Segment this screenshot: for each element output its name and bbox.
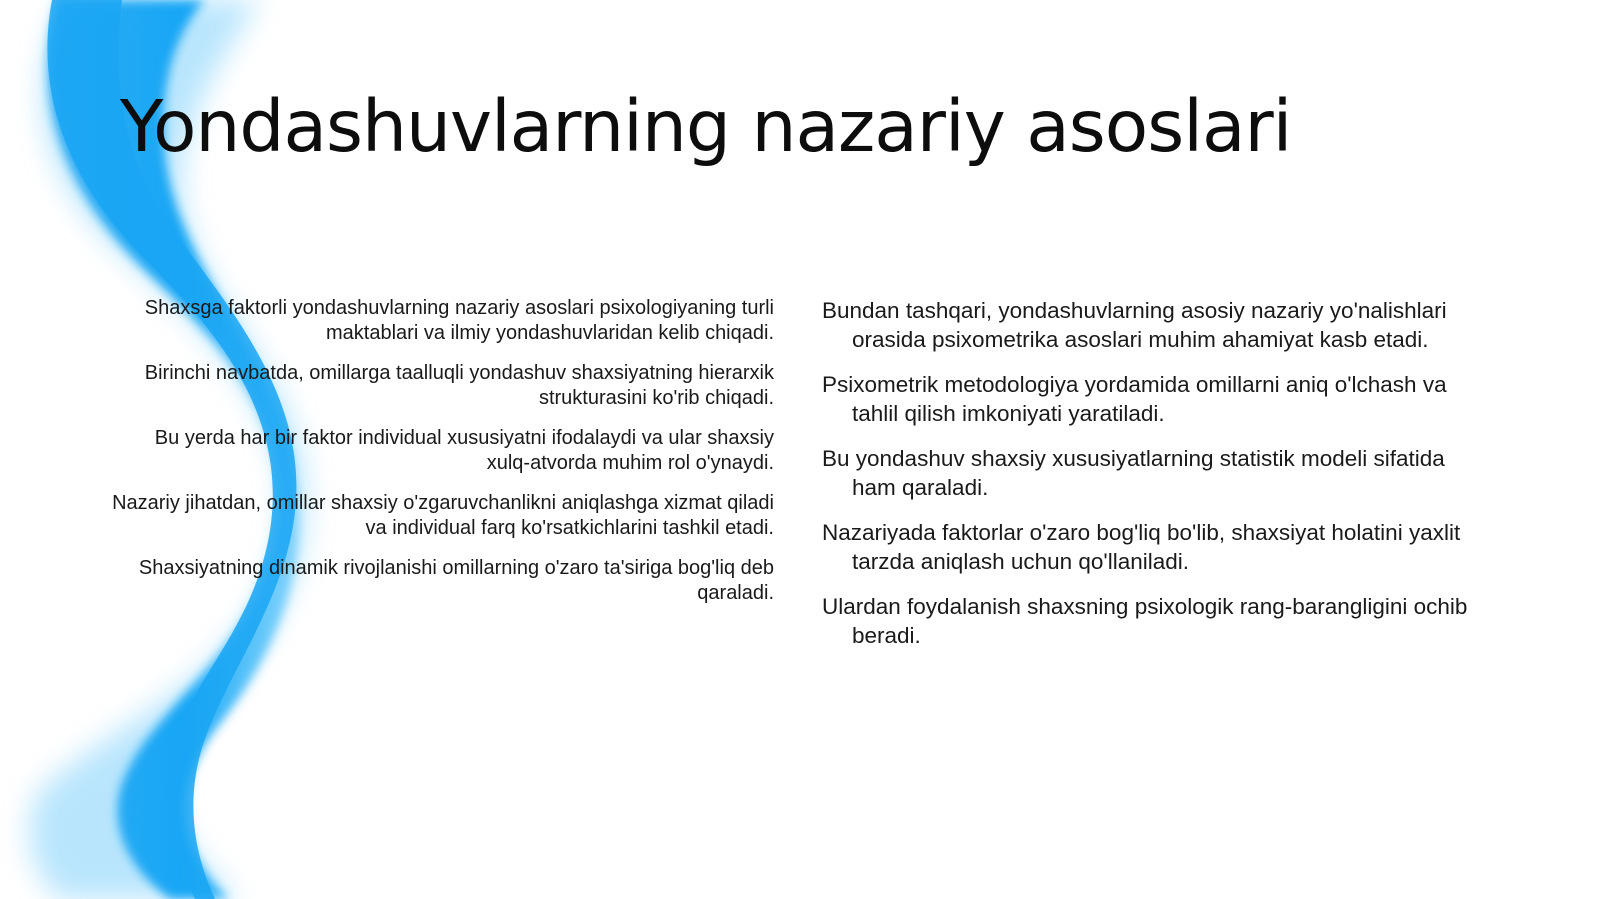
right-paragraph-1: Bundan tashqari, yondashuvlarning asosiy nazariy yo'nalishlari orasida psixometrika asoslari muhim ahamiyat kasb etadi. [822, 298, 1447, 352]
right-paragraph-4: Nazariyada faktorlar o'zaro bog'liq bo'lib, shaxsiyat holatini yaxlit tarzda aniqlash uchun qo'llaniladi. [822, 520, 1461, 574]
left-paragraph-5: Shaxsiyatning dinamik rivojlanishi omillarning o'zaro ta'siriga bog'liq deb qaraladi. [138, 557, 774, 604]
right-paragraph-5: Ulardan foydalanish shaxsning psixologik rang-barangligini ochib beradi. [822, 594, 1468, 648]
left-text-column [110, 296, 774, 621]
left-paragraph-1: Shaxsga faktorli yondashuvlarning nazariy asoslari psixologiyaning turli maktablari va ilmiy yondashuvlaridan kelib chiqadi. [144, 297, 774, 344]
right-paragraph-3: Bu yondashuv shaxsiy xususiyatlarning statistik modeli sifatida ham qaraladi. [822, 446, 1445, 500]
right-text-column [822, 296, 1482, 666]
slide-title: Yondashuvlarning nazariy asoslari [120, 85, 1292, 168]
left-paragraph-2: Birinchi navbatda, omillarga taalluqli yondashuv shaxsiyatning hierarxik strukturasini ko'rib chiqadi. [144, 362, 774, 409]
right-paragraph-2: Psixometrik metodologiya yordamida omillarni aniq o'lchash va tahlil qilish imkoniyati yaratiladi. [822, 372, 1447, 426]
left-paragraph-4: Nazariy jihatdan, omillar shaxsiy o'zgaruvchanlikni aniqlashga xizmat qiladi va individual farq ko'rsatkichlarini tashkil etadi. [112, 492, 774, 539]
left-paragraph-3: Bu yerda har bir faktor individual xususiyatni ifodalaydi va ular shaxsiy xulq-atvorda muhim rol o'ynaydi. [154, 427, 774, 474]
